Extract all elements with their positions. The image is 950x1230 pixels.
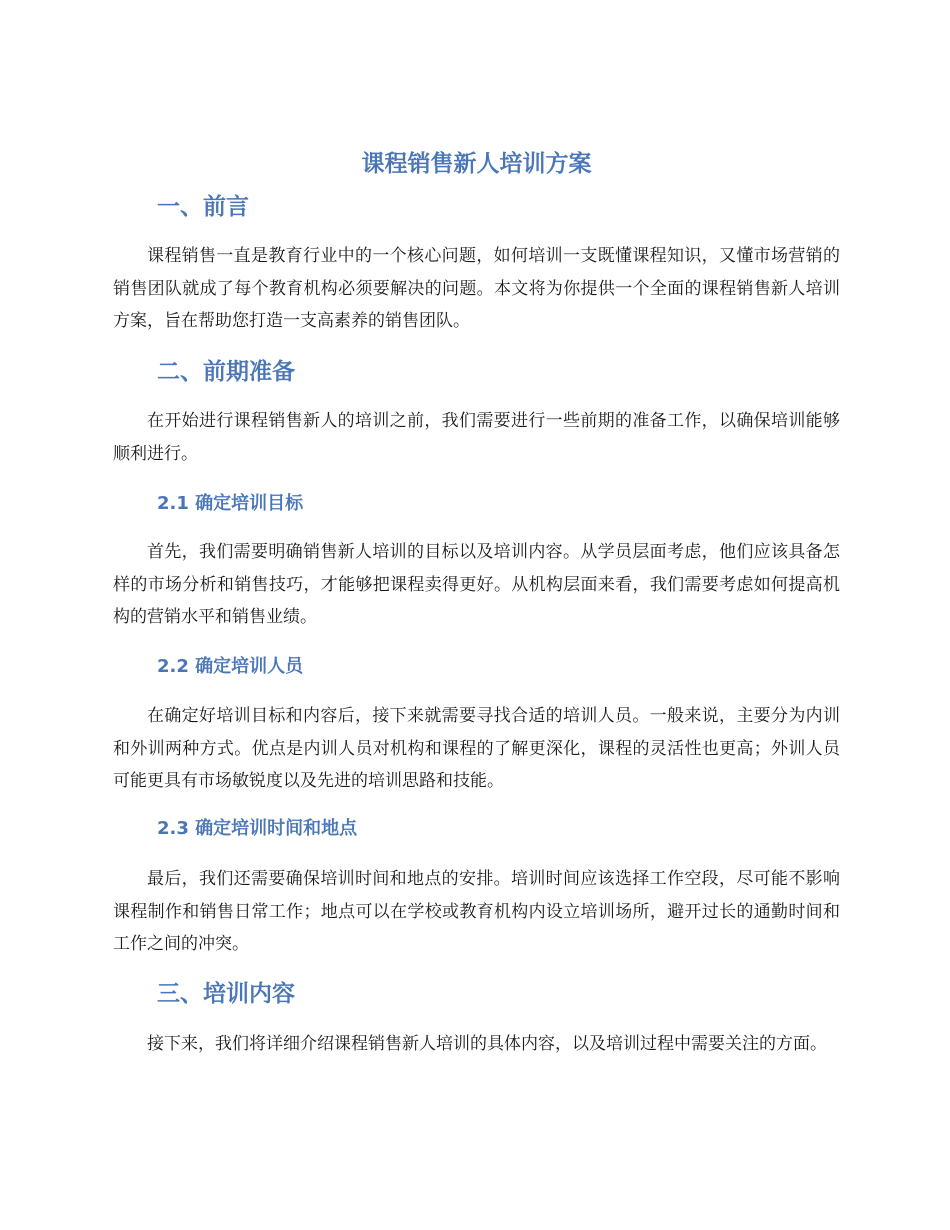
section-heading-preface: 一、前言 (157, 194, 249, 220)
document-title: 课程销售新人培训方案 (361, 151, 592, 177)
subsection-heading-trainers: 2.2 确定培训人员 (157, 656, 304, 677)
subsection-paragraph-training-goal: 首先，我们需要明确销售新人培训的目标以及培训内容。从学员层面考虑，他们应该具备怎样的市场分析和销售技巧，才能够把课程卖得更好。从机构层面来看，我们需要考虑如何提高机构的营销水平和销售业绩。 (113, 542, 840, 628)
subsection-paragraph-trainers: 在确定好培训目标和内容后，接下来就需要寻找合适的培训人员。一般来说，主要分为内训和外训两种方式。优点是内训人员对机构和课程的了解更深化，课程的灵活性也更高；外训人员可能更具有市场敏锐度以及先进的培训思路和技能。 (113, 706, 840, 792)
subsection-paragraph-time-place: 最后，我们还需要确保培训时间和地点的安排。培训时间应该选择工作空段，尽可能不影响课程制作和销售日常工作；地点可以在学校或教育机构内设立培训场所，避开过长的通勤时间和工作之间的冲突。 (113, 869, 840, 955)
section-heading-training-content: 三、培训内容 (157, 981, 295, 1007)
subsection-heading-time-place: 2.3 确定培训时间和地点 (157, 818, 358, 839)
subsection-heading-training-goal: 2.1 确定培训目标 (157, 493, 304, 514)
section-paragraph-training-content: 接下来，我们将详细介绍课程销售新人培训的具体内容，以及培训过程中需要关注的方面。 (147, 1034, 827, 1054)
section-paragraph-preface: 课程销售一直是教育行业中的一个核心问题，如何培训一支既懂课程知识，又懂市场营销的销售团队就成了每个教育机构必须要解决的问题。本文将为你提供一个全面的课程销售新人培训方案，旨在帮助您打造一支高素养的销售团队。 (113, 246, 840, 332)
section-paragraph-preparation: 在开始进行课程销售新人的培训之前，我们需要进行一些前期的准备工作，以确保培训能够顺利进行。 (113, 411, 840, 464)
section-heading-preparation: 二、前期准备 (157, 359, 295, 385)
